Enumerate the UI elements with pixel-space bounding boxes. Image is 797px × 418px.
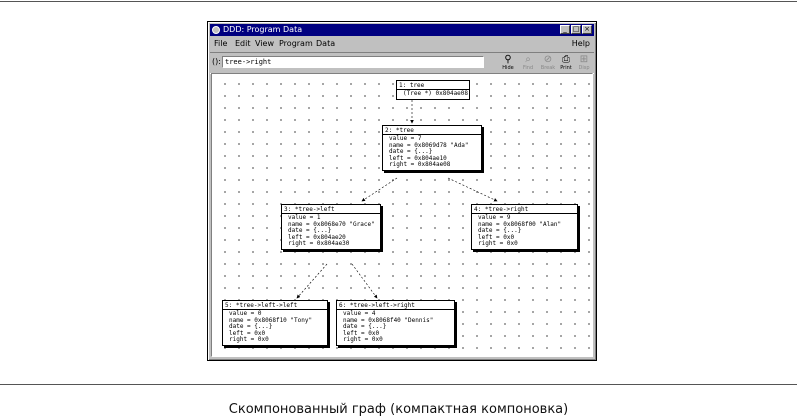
node-row: name = 0x8068f10 "Tony" xyxy=(229,316,313,324)
node-row: name = 0x8068f00 "Alan" xyxy=(478,220,562,228)
node-row: left = 0x0 xyxy=(229,329,266,337)
node-header: 2: *tree xyxy=(383,126,481,135)
node-row: left = 0x0 xyxy=(478,233,515,241)
node-row: name = 0x8069d78 "Ada" xyxy=(389,141,469,149)
node-row: value = 1 xyxy=(288,214,321,221)
node-row: name = 0x8068f40 "Dennis" xyxy=(343,316,434,324)
argument-field[interactable]: tree->right xyxy=(222,56,484,68)
node-tree[interactable] xyxy=(396,80,470,100)
node-row: date = {...} xyxy=(389,148,433,155)
node-row: value = 9 xyxy=(478,214,511,221)
menu-file[interactable]: File xyxy=(214,39,228,48)
node-row: value = 0 xyxy=(229,310,262,317)
print-icon: ⎙ xyxy=(562,54,570,65)
ddd-window xyxy=(207,21,597,361)
node-row: right = 0x0 xyxy=(343,336,383,343)
arg-label: (): xyxy=(212,57,221,66)
menu-view[interactable]: View xyxy=(255,39,274,48)
title-bar xyxy=(210,24,594,36)
break-button[interactable] xyxy=(538,54,558,72)
node-row: right = 0x0 xyxy=(229,336,269,343)
find-button[interactable] xyxy=(518,54,538,72)
node-row: date = {...} xyxy=(229,323,273,330)
menu-program[interactable]: Program xyxy=(279,39,313,48)
bottom-rule xyxy=(0,384,797,385)
node-row: value = 7 xyxy=(389,135,422,142)
node-header: 3: *tree->left xyxy=(282,205,380,214)
node-row: date = {...} xyxy=(288,227,332,234)
print-label: Print xyxy=(560,65,572,71)
node-row: right = 0x804ae30 xyxy=(288,240,350,247)
node-row: left = 0x0 xyxy=(343,329,380,337)
display-button[interactable] xyxy=(574,54,594,72)
close-button[interactable]: × xyxy=(582,25,592,34)
display-label: Disp xyxy=(578,65,590,71)
tool-bar xyxy=(210,52,594,74)
node-row: name = 0x8068e70 "Grace" xyxy=(288,220,375,228)
node-row: left = 0x804ae10 xyxy=(389,154,447,162)
node-star-tree[interactable] xyxy=(382,125,482,171)
node-header: 6: *tree->left->right xyxy=(337,301,454,310)
break-icon: ⊘ xyxy=(543,54,553,65)
hide-button[interactable] xyxy=(498,54,518,72)
node-header: 5: *tree->left->left xyxy=(223,301,327,310)
find-label: Find xyxy=(522,65,534,71)
top-rule xyxy=(0,1,797,2)
break-label: Break xyxy=(540,65,556,71)
print-button[interactable] xyxy=(556,54,576,72)
edge-3-6 xyxy=(352,264,377,298)
menu-bar xyxy=(210,37,594,50)
edge-3-5 xyxy=(297,264,327,298)
window-title: DDD: Program Data xyxy=(223,25,303,34)
minimize-button[interactable]: _ xyxy=(560,25,570,34)
node-header: 4: *tree->right xyxy=(472,205,577,214)
node-header: 1: tree xyxy=(397,81,469,90)
node-row: left = 0x804ae20 xyxy=(288,233,346,241)
edge-2-3 xyxy=(362,178,397,201)
menu-help[interactable]: Help xyxy=(571,39,590,48)
node-tree-left[interactable] xyxy=(281,204,381,250)
node-row: date = {...} xyxy=(343,323,387,330)
figure-caption: Скомпонованный граф (компактная компоновка) xyxy=(228,402,569,417)
node-tree-left-right[interactable] xyxy=(336,300,455,346)
data-display-canvas[interactable] xyxy=(211,73,593,357)
node-tree-right[interactable] xyxy=(471,204,578,250)
node-row: right = 0x804ae08 xyxy=(389,161,451,168)
node-row: date = {...} xyxy=(478,227,522,234)
app-icon xyxy=(212,26,220,34)
find-icon: ⌕ xyxy=(525,54,531,65)
display-icon: ⊞ xyxy=(579,54,589,65)
edge-2-4 xyxy=(448,178,497,201)
lookup-icon: ⚲ xyxy=(504,54,512,65)
menu-edit[interactable]: Edit xyxy=(235,39,251,48)
node-row: right = 0x0 xyxy=(478,240,518,247)
node-tree-left-left[interactable] xyxy=(222,300,328,346)
hide-label: Hide xyxy=(502,65,514,71)
maximize-button[interactable]: □ xyxy=(572,25,580,33)
menu-data[interactable]: Data xyxy=(316,39,336,48)
node-row: value = 4 xyxy=(343,310,376,317)
node-row: (Tree *) 0x804ae08 xyxy=(403,90,469,97)
